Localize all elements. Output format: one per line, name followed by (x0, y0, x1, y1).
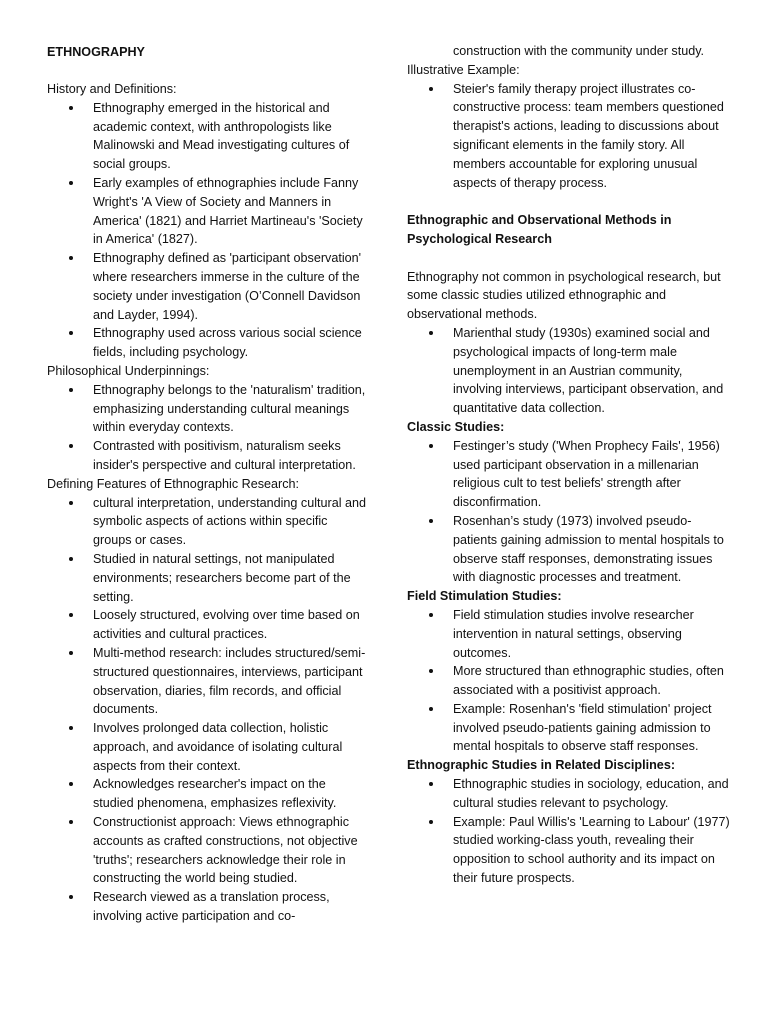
list-item: Early examples of ethnographies include Fanny Wright's 'A View of Society and Manners in America' (1821) and Harriet Martineau's 'Society in America' (1827). (47, 174, 367, 249)
list-item: Loosely structured, evolving over time based on activities and cultural practices. (47, 606, 367, 644)
bullet-icon (429, 820, 433, 824)
right-column-body (407, 42, 733, 888)
list-item: Example: Paul Willis's 'Learning to Labour' (1977) studied working-class youth, revealing their opposition to school authority and its impact on their future prospects. (407, 813, 733, 888)
bullet-icon (69, 895, 73, 899)
list-item: Research viewed as a translation process, involving active participation and co- (47, 888, 367, 926)
left-column-body (47, 80, 367, 926)
section-title: Ethnographic and Observational Methods in Psychological Research (407, 213, 672, 246)
bullet-icon (429, 519, 433, 523)
bullet-icon (69, 388, 73, 392)
bullet-icon (429, 444, 433, 448)
list-item: Example: Rosenhan's 'field stimulation' project involved pseudo-patients gaining admission to mental hospitals to observe staff responses. (407, 700, 733, 756)
heading-illustrative-example: Illustrative Example: (407, 62, 520, 77)
list-item: More structured than ethnographic studies, often associated with a positivist approach. (407, 662, 733, 700)
list-item: Ethnographic studies in sociology, education, and cultural studies relevant to psychology. (407, 775, 733, 813)
list-item: Constructionist approach: Views ethnographic accounts as crafted constructions, not objective 'truths'; researchers acknowledge their role in constructing the world being studied. (47, 813, 367, 888)
list-field-stimulation (407, 606, 733, 756)
spacer (407, 192, 733, 211)
heading-philosophical: Philosophical Underpinnings: (47, 363, 210, 378)
list-item: cultural interpretation, understanding cultural and symbolic aspects of actions within specific groups or cases. (47, 494, 367, 550)
bullet-icon (69, 181, 73, 185)
bullet-icon (69, 820, 73, 824)
bullet-icon (69, 331, 73, 335)
heading-defining-features: Defining Features of Ethnographic Research: (47, 476, 300, 491)
list-item: Marienthal study (1930s) examined social and psychological impacts of long-term male unemployment in an Austrian community, involving interviews, participant observation, and quantitative data collection. (407, 324, 733, 418)
list-item: Studied in natural settings, not manipulated environments; researchers become part of the setting. (47, 550, 367, 606)
document-title: ETHNOGRAPHY (47, 45, 145, 59)
bullet-icon (429, 782, 433, 786)
bullet-icon (69, 444, 73, 448)
bullet-icon (429, 613, 433, 617)
spacer (407, 249, 733, 268)
list-item: Ethnography used across various social science fields, including psychology. (47, 324, 367, 362)
list-item: Multi-method research: includes structured/semi-structured questionnaires, interviews, participant observation, diaries, film records, and official documents. (47, 644, 367, 719)
bullet-icon (69, 726, 73, 730)
list-item: Steier's family therapy project illustrates co-constructive process: team members questioned therapist's actions, leading to discussions about significant elements in the family story. All members accountable for exploring unusual aspects of therapy process. (407, 80, 733, 193)
heading-field-stimulation: Field Stimulation Studies: (407, 589, 562, 604)
list-item: Ethnography defined as 'participant observation' where researchers immerse in the culture of the society under investigation (O’Connell Davidson and Layder, 1994). (47, 249, 367, 324)
heading-classic-studies: Classic Studies: (407, 419, 505, 434)
list-item: Festinger’s study ('When Prophecy Fails', 1956) used participant observation in a millenarian religious cult to test beliefs' strength after disconfirmation. (407, 437, 733, 512)
list-item: Ethnography emerged in the historical and academic context, with anthropologists like Malinowski and Mead investigating cultures of social groups. (47, 99, 367, 174)
list-philosophical (47, 381, 367, 475)
list-illustrative-example (407, 80, 733, 193)
list-item: Acknowledges researcher's impact on the studied phenomena, emphasizes reflexivity. (47, 775, 367, 813)
heading-related-disciplines: Ethnographic Studies in Related Disciplines: (407, 758, 676, 773)
bullet-icon (69, 613, 73, 617)
bullet-icon (429, 669, 433, 673)
list-classic-studies (407, 437, 733, 587)
list-item: Ethnography belongs to the 'naturalism' tradition, emphasizing understanding cultural meanings within everyday contexts. (47, 381, 367, 437)
list-item: Field stimulation studies involve researcher intervention in natural settings, observing outcomes. (407, 606, 733, 662)
heading-history: History and Definitions: (47, 82, 177, 96)
continuation-text: construction with the community under study. (453, 44, 705, 58)
bullet-icon (69, 782, 73, 786)
list-item: Contrasted with positivism, naturalism seeks insider's perspective and cultural interpretation. (47, 437, 367, 475)
bullet-icon (69, 557, 73, 561)
bullet-icon (429, 331, 433, 335)
bullet-icon (69, 651, 73, 655)
list-history (47, 99, 367, 362)
bullet-icon (429, 87, 433, 91)
list-related-disciplines (407, 775, 733, 888)
bullet-icon (429, 707, 433, 711)
list-intro (407, 324, 733, 418)
bullet-icon (69, 106, 73, 110)
list-item: Involves prolonged data collection, holistic approach, and avoidance of isolating cultural aspects from their context. (47, 719, 367, 775)
bullet-icon (69, 501, 73, 505)
intro-paragraph: Ethnography not common in psychological research, but some classic studies utilized ethnographic and observational methods. (407, 269, 721, 322)
list-defining-features (47, 494, 367, 926)
bullet-icon (69, 256, 73, 260)
list-item: Rosenhan’s study (1973) involved pseudo-patients gaining admission to mental hospitals to observe staff responses, demonstrating issues with diagnostic processes and treatment. (407, 512, 733, 587)
